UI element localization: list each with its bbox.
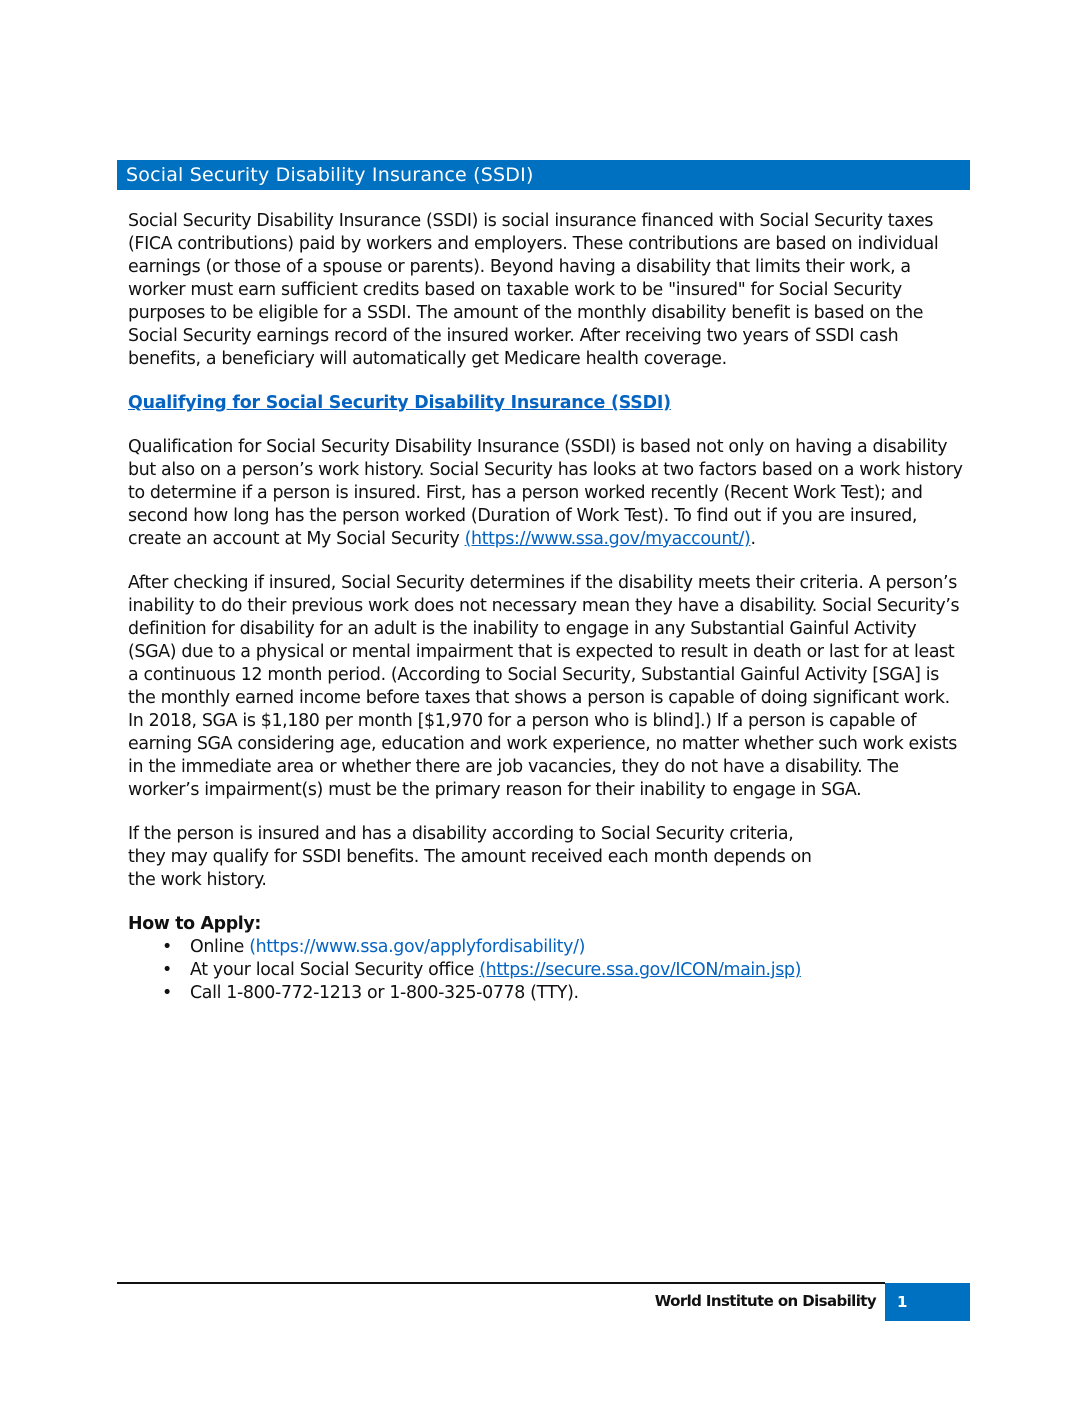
benefits-line-2: they may qualify for SSDI benefits. The amount received each month depends on <box>128 847 812 867</box>
page-number-box <box>885 1283 970 1321</box>
benefits-line-3: the work history. <box>128 870 267 890</box>
benefits-line-1: If the person is insured and has a disability according to Social Security criteria, <box>128 824 794 844</box>
footer-divider <box>117 1282 885 1284</box>
qualifying-heading-link[interactable]: Qualifying for Social Security Disability Insurance (SSDI) <box>128 393 671 413</box>
section-title: Social Security Disability Insurance (SSDI) <box>126 164 534 186</box>
qualification-paragraph <box>128 436 968 551</box>
qualification-text: Qualification for Social Security Disability Insurance (SSDI) is based not only on having a disability but also on a person’s work history. Social Security has looks at two factors based on a work history to determine if a person is insured. First, has a person worked recently (Recent Work Test); and second how long has the person worked (Duration of Work Test). To find out if you are insured, create an account at My Social Security <box>128 437 963 549</box>
bullet-icon: • <box>162 983 172 1003</box>
how-to-apply-list <box>128 936 968 1005</box>
apply-item-text: At your local Social Security office <box>190 960 480 980</box>
section-title-bar <box>117 160 970 190</box>
benefits-paragraph <box>128 823 968 892</box>
apply-item-text: Online <box>190 937 250 957</box>
page-number: 1 <box>897 1293 908 1311</box>
myaccount-link[interactable]: (https://www.ssa.gov/myaccount/) <box>464 529 751 549</box>
apply-item-call <box>128 982 968 1005</box>
intro-paragraph: Social Security Disability Insurance (SSDI) is social insurance financed with Social Security taxes (FICA contributions) paid by workers and employers. These contributions are based on individual earnings (or those of a spouse or parents). Beyond having a disability that limits their work, a worker must earn sufficient credits based on taxable work to be "insured" for Social Security purposes to be eligible for a SSDI. The amount of the monthly disability benefit is based on the Social Security earnings record of the insured worker. After receiving two years of SSDI cash benefits, a beneficiary will automatically get Medicare health coverage. <box>128 211 939 369</box>
criteria-paragraph: After checking if insured, Social Security determines if the disability meets their criteria. A person’s inability to do their previous work does not necessary mean they have a disability. Social Security’s definition for disability for an adult is the inability to engage in any Substantial Gainful Activity (SGA) due to a physical or mental impairment that is expected to result in death or last for at least a continuous 12 month period. (According to Social Security, Substantial Gainful Activity [SGA] is the monthly earned income before taxes that shows a person is capable of doing significant work. In 2018, SGA is $1,180 per month [$1,970 for a person who is blind].) If a person is capable of earning SGA considering age, education and work experience, no matter whether such work exists in the immediate area or whether there are job vacancies, they do not have a disability. The worker’s impairment(s) must be the primary reason for their inability to engage in SGA. <box>128 573 960 800</box>
bullet-icon: • <box>162 937 172 957</box>
apply-item-text: Call 1-800-772-1213 or 1-800-325-0778 (TTY). <box>190 983 579 1003</box>
document-body <box>128 210 968 1005</box>
bullet-icon: • <box>162 960 172 980</box>
office-locator-link[interactable]: (https://secure.ssa.gov/ICON/main.jsp) <box>479 960 802 980</box>
qualification-end: . <box>750 529 756 549</box>
how-to-apply-heading: How to Apply: <box>128 914 261 934</box>
footer-organization: World Institute on Disability <box>654 1292 876 1310</box>
apply-item-office <box>128 959 968 982</box>
apply-item-online <box>128 936 968 959</box>
apply-online-link[interactable]: (https://www.ssa.gov/applyfordisability/) <box>249 937 586 957</box>
